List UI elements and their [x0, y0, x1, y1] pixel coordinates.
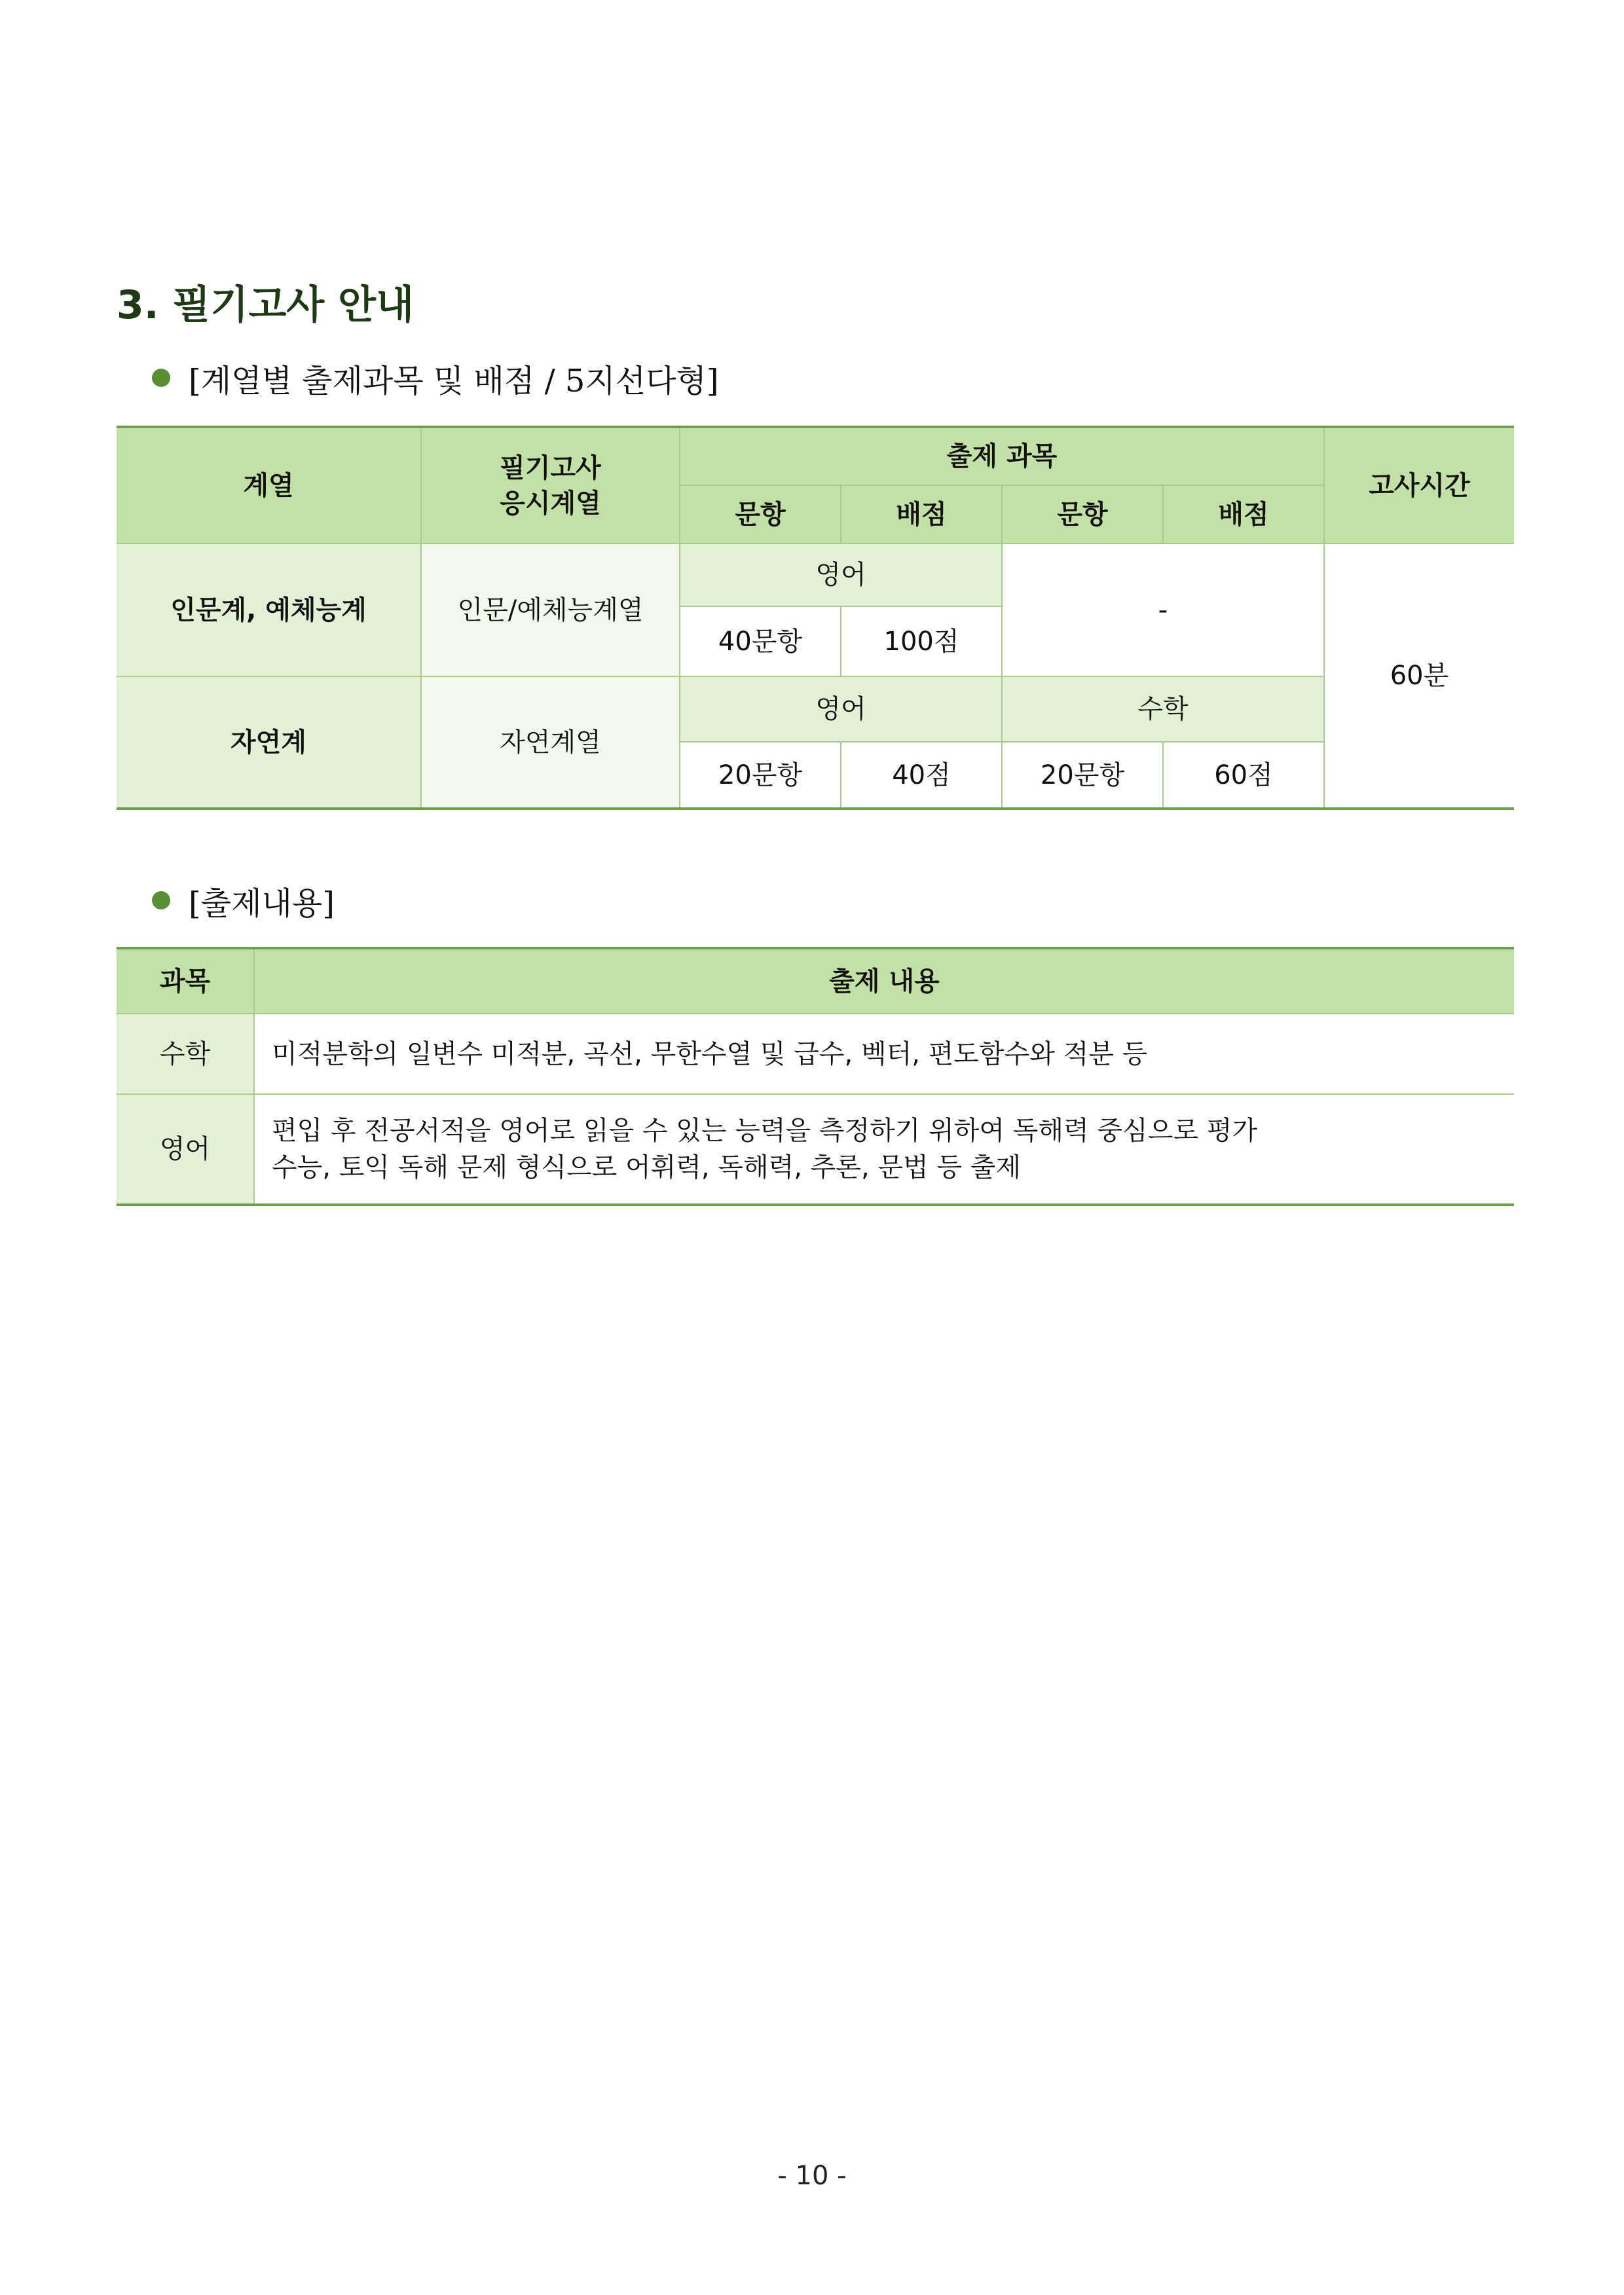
row-exam-field-natural: 자연계열	[421, 676, 680, 809]
row-subject-english-natural: 영어	[680, 676, 1002, 742]
row-questions-english-natural: 20문항	[680, 742, 841, 809]
exam-content-table	[117, 947, 1514, 1206]
row-subject-english-humanities: 영어	[680, 543, 1002, 606]
header-points-2: 배점	[1163, 485, 1324, 543]
content-table-heading-text: [출제내용]	[189, 885, 335, 922]
header-exam-field: 필기고사 응시계열	[421, 427, 680, 543]
row-subject-math-natural: 수학	[1002, 676, 1324, 742]
row-field-natural: 자연계	[117, 676, 421, 809]
header-field: 계열	[117, 427, 421, 543]
content-subject-math: 수학	[117, 1014, 254, 1094]
exam-table-heading-text: [계열별 출제과목 및 배점 / 5지선다형]	[189, 362, 719, 399]
row-questions-math-natural: 20문항	[1002, 742, 1163, 809]
header-points-1: 배점	[841, 485, 1002, 543]
row-exam-field-humanities: 인문/예체능계열	[421, 543, 680, 676]
header-questions-2: 문항	[1002, 485, 1163, 543]
row-questions-humanities: 40문항	[680, 606, 841, 676]
content-table-heading	[152, 877, 335, 923]
header-questions-1: 문항	[680, 485, 841, 543]
page-number: - 10 -	[777, 2161, 847, 2191]
exam-subjects-table	[117, 426, 1514, 810]
exam-table-heading	[152, 355, 719, 401]
row-points-math-natural: 60점	[1163, 742, 1324, 809]
exam-time-value: 60분	[1324, 543, 1514, 809]
section-title: 3. 필기고사 안내	[117, 282, 415, 328]
content-header-content: 출제 내용	[254, 948, 1514, 1014]
content-subject-english: 영어	[117, 1094, 254, 1205]
row-subject-none-humanities: -	[1002, 543, 1324, 676]
content-math: 미적분학의 일변수 미적분, 곡선, 무한수열 및 급수, 벡터, 편도함수와 적분 등	[254, 1014, 1514, 1094]
row-field-humanities: 인문계, 예체능계	[117, 543, 421, 676]
row-points-english-natural: 40점	[841, 742, 1002, 809]
content-header-subject: 과목	[117, 948, 254, 1014]
header-exam-time: 고사시간	[1324, 427, 1514, 543]
bullet-dot-icon	[152, 891, 170, 909]
bullet-dot-icon	[152, 369, 170, 387]
header-subjects: 출제 과목	[680, 427, 1324, 485]
row-points-humanities: 100점	[841, 606, 1002, 676]
content-english: 편입 후 전공서적을 영어로 읽을 수 있는 능력을 측정하기 위하여 독해력 중심으로 평가 수능, 토익 독해 문제 형식으로 어휘력, 독해력, 추론, 문법 등 출제	[254, 1094, 1514, 1205]
